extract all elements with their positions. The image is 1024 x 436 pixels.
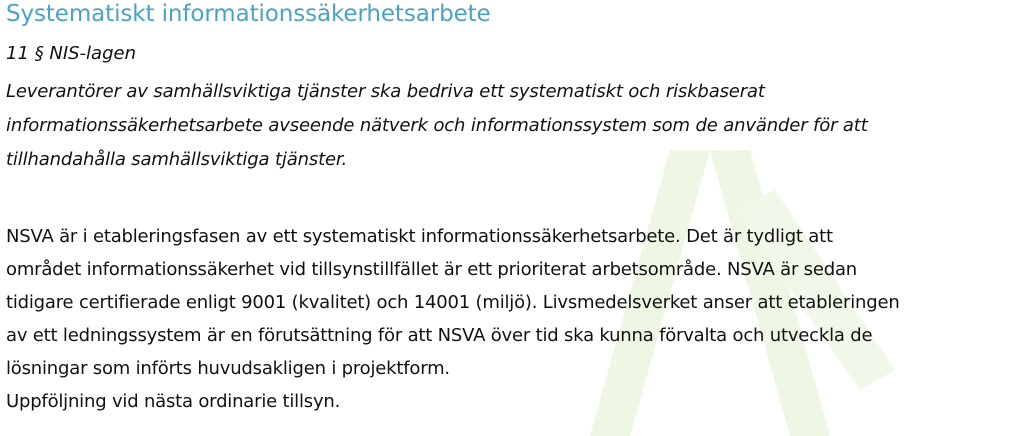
assessment-line: av ett ledningssystem är en förutsättning för att NSVA över tid ska kunna förvalta och utveckla de (6, 325, 873, 346)
assessment-line: lösningar som införts huvudsakligen i projektform. (6, 358, 450, 379)
law-text-line: tillhandahålla samhällsviktiga tjänster. (6, 149, 348, 170)
law-text-line: Leverantörer av samhällsviktiga tjänster ska bedriva ett systematiskt och riskbaserat (6, 81, 765, 102)
law-reference: 11 § NIS-lagen (6, 43, 136, 64)
assessment-line: NSVA är i etableringsfasen av ett systematiskt informationssäkerhetsarbete. Det är tydligt att (6, 226, 833, 247)
assessment-line: tidigare certifierade enligt 9001 (kvalitet) och 14001 (miljö). Livsmedelsverket anser att etableringen (6, 292, 900, 313)
law-text-line: informationssäkerhetsarbete avseende nätverk och informationssystem som de använder för att (6, 115, 868, 136)
assessment-line: området informationssäkerhet vid tillsynstillfället är ett prioriterat arbetsområde. NSVA är sedan (6, 259, 857, 280)
section-heading: Systematiskt informationssäkerhetsarbete (6, 1, 491, 27)
follow-up-line: Uppföljning vid nästa ordinarie tillsyn. (6, 391, 341, 412)
